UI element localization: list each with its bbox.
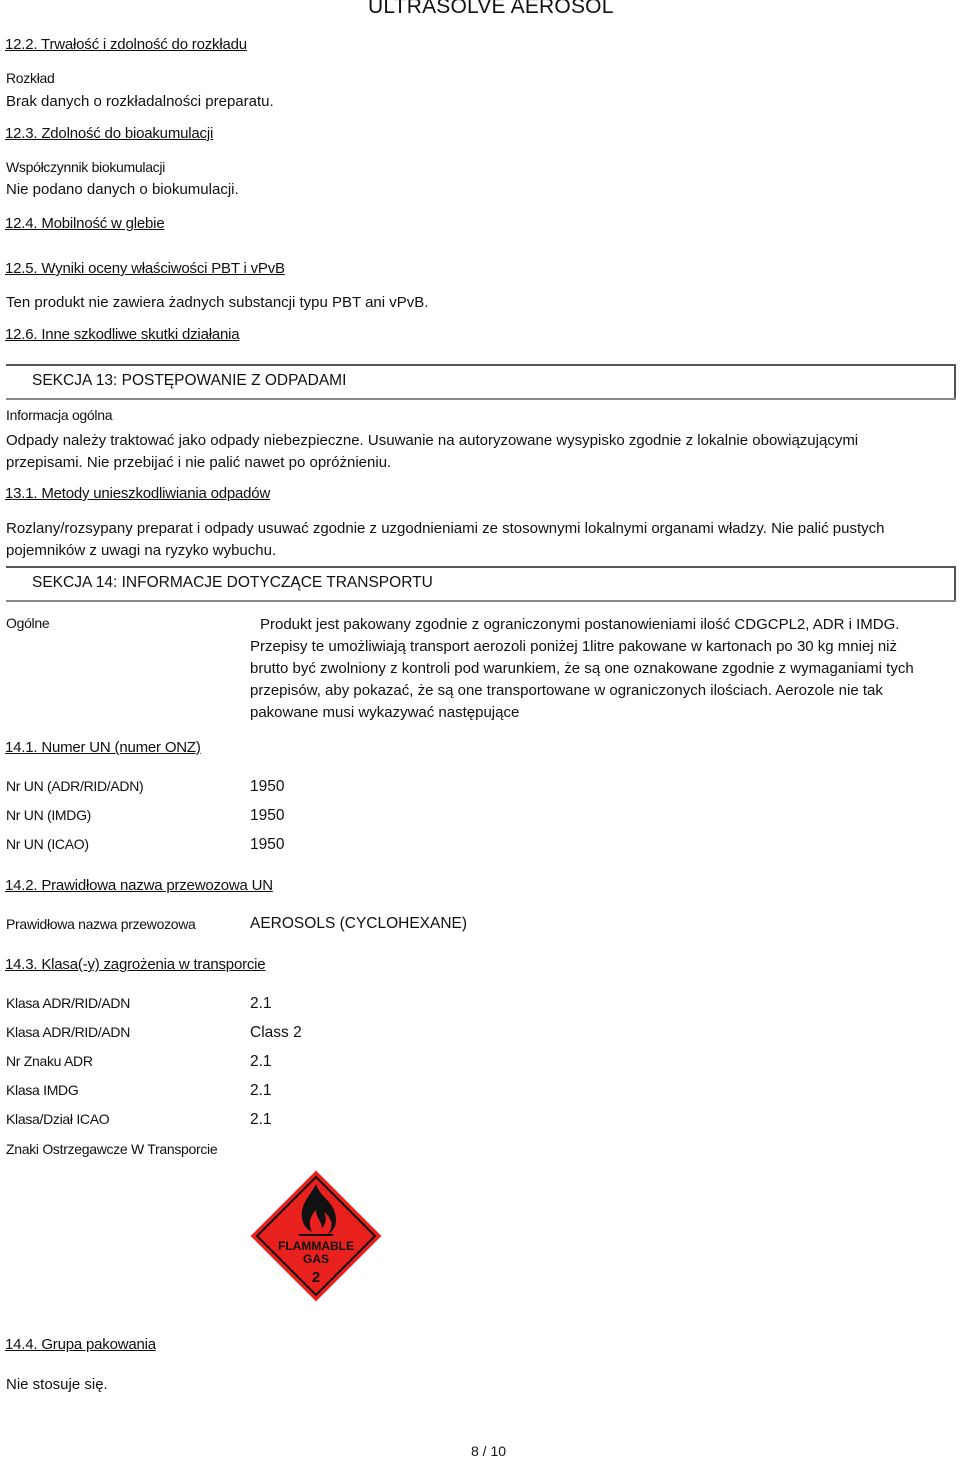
flammable-gas-icon bbox=[250, 1170, 382, 1302]
value-klasa-adr-2: Class 2 bbox=[250, 1024, 302, 1041]
text-informacja-ogolna: Odpady należy traktować jako odpady niebezpieczne. Usuwanie na autoryzowane wysypisko zgodnie z lokalnie obowiązującymi przepisami. Nie przebijać i nie palić nawet po opróżnieniu. bbox=[6, 432, 859, 471]
value-klasa-adr: 2.1 bbox=[250, 995, 272, 1012]
flammable-gas-placard bbox=[250, 1170, 382, 1302]
value-klasa-imdg: 2.1 bbox=[250, 1082, 272, 1099]
heading-13-1: 13.1. Metody unieszkodliwiania odpadów bbox=[5, 485, 271, 502]
label-klasa-adr-2: Klasa ADR/RID/ADN bbox=[6, 1024, 131, 1040]
text-wspolczynnik: Nie podano danych o biokumulacji. bbox=[6, 181, 239, 198]
text-ogolne: Produkt jest pakowany zgodnie z ograniczonymi postanowieniami ilość CDGCPL2, ADR i IMDG. Przepisy te umożliwiają transport aerozoli poniżej 1litre pakowane w kartonach po 30 kg mniej niż brutto być zwolniony z kontroli pod warunkiem, że są one oznakowane zgodnie z wymaganiami tych przepisów, aby pokazać, że są one transportowane w ograniczonych ilościach. Aerozole nie tak pakowane musi wykazywać następujące bbox=[250, 616, 914, 721]
heading-14-4: 14.4. Grupa pakowania bbox=[5, 1336, 156, 1353]
page-number: 8 / 10 bbox=[471, 1443, 507, 1459]
label-znak-adr: Nr Znaku ADR bbox=[6, 1053, 93, 1069]
value-un-imdg: 1950 bbox=[250, 807, 285, 824]
label-klasa-imdg: Klasa IMDG bbox=[6, 1082, 79, 1098]
value-un-icao: 1950 bbox=[250, 836, 285, 853]
heading-14-2: 14.2. Prawidłowa nazwa przewozowa UN bbox=[5, 877, 273, 894]
label-wspolczynnik: Współczynnik biokumulacji bbox=[6, 159, 166, 175]
text-pbt: Ten produkt nie zawiera żadnych substancji typu PBT ani vPvB. bbox=[6, 294, 429, 311]
label-un-adr: Nr UN (ADR/RID/ADN) bbox=[6, 778, 144, 794]
label-un-imdg: Nr UN (IMDG) bbox=[6, 807, 92, 823]
value-klasa-icao: 2.1 bbox=[250, 1111, 272, 1128]
label-klasa-icao: Klasa/Dział ICAO bbox=[6, 1111, 110, 1127]
label-un-icao: Nr UN (ICAO) bbox=[6, 836, 89, 852]
placard-line-2: GAS bbox=[302, 1252, 330, 1266]
section-14-header bbox=[6, 566, 956, 600]
label-znaki-ostrzegawcze: Znaki Ostrzegawcze W Transporcie bbox=[6, 1141, 218, 1157]
label-rozklad: Rozkład bbox=[6, 70, 55, 86]
label-nazwa-przewozowa: Prawidłowa nazwa przewozowa bbox=[6, 916, 196, 932]
value-un-adr: 1950 bbox=[250, 778, 285, 795]
heading-12-6: 12.6. Inne szkodliwe skutki działania bbox=[5, 326, 240, 343]
heading-12-3: 12.3. Zdolność do bioakumulacji bbox=[5, 125, 214, 142]
text-rozklad: Brak danych o rozkładalności preparatu. bbox=[6, 93, 274, 110]
heading-12-4: 12.4. Mobilność w glebie bbox=[5, 215, 165, 232]
document-title: ULTRASOLVE AEROSOL bbox=[368, 0, 614, 18]
section-14-title: SEKCJA 14: INFORMACJE DOTYCZĄCE TRANSPORTU bbox=[32, 574, 433, 591]
placard-number: 2 bbox=[311, 1269, 321, 1286]
label-klasa-adr: Klasa ADR/RID/ADN bbox=[6, 995, 131, 1011]
label-informacja-ogolna: Informacja ogólna bbox=[6, 407, 113, 423]
heading-14-1: 14.1. Numer UN (numer ONZ) bbox=[5, 739, 201, 756]
heading-12-2: 12.2. Trwałość i zdolność do rozkładu bbox=[5, 36, 247, 53]
section-13-title: SEKCJA 13: POSTĘPOWANIE Z ODPADAMI bbox=[32, 372, 347, 389]
value-nazwa-przewozowa: AEROSOLS (CYCLOHEXANE) bbox=[250, 915, 468, 932]
heading-12-5: 12.5. Wyniki oceny właściwości PBT i vPvB bbox=[5, 260, 285, 277]
text-metody: Rozlany/rozsypany preparat i odpady usuwać zgodnie z uzgodnieniami ze stosownymi lokalnymi organami władzy. Nie palić pustych pojemników z uwagi na ryzyko wybuchu. bbox=[6, 520, 885, 559]
heading-14-3: 14.3. Klasa(-y) zagrożenia w transporcie bbox=[5, 956, 266, 973]
text-grupa-pakowania: Nie stosuje się. bbox=[6, 1376, 108, 1393]
label-ogolne: Ogólne bbox=[6, 615, 50, 631]
section-13-header bbox=[6, 364, 956, 398]
value-znak-adr: 2.1 bbox=[250, 1053, 272, 1070]
placard-line-1: FLAMMABLE bbox=[278, 1239, 354, 1253]
